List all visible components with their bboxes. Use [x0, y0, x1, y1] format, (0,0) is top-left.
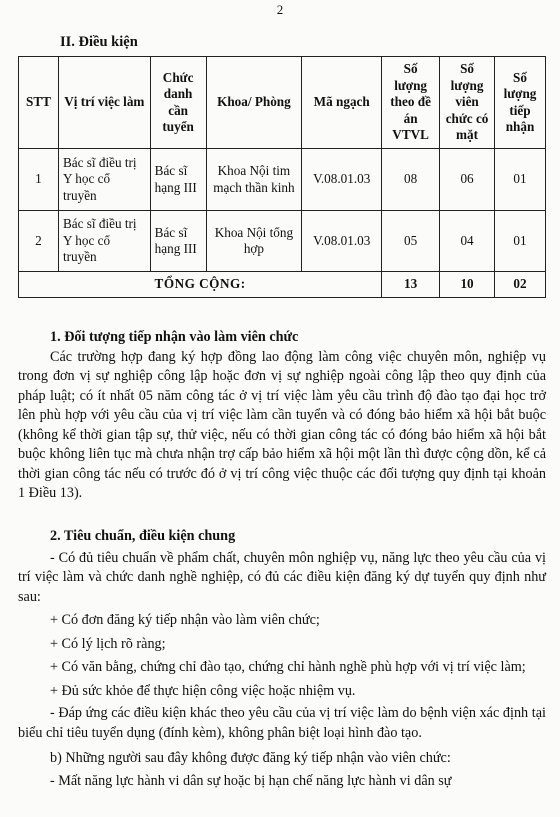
conditions-table: [18, 56, 546, 298]
header-position: Vị trí việc làm: [58, 57, 150, 149]
cell-department: Khoa Nội tổng hợp: [206, 211, 302, 272]
section-2-heading: 2. Tiêu chuẩn, điều kiện chung: [50, 528, 236, 544]
section-1-heading: 1. Đối tượng tiếp nhận vào làm viên chức: [50, 329, 299, 345]
cell-quota: 05: [382, 211, 440, 272]
total-receive: 02: [495, 272, 546, 298]
cell-title: Bác sĩ hạng III: [150, 149, 206, 211]
cell-quota: 08: [382, 149, 440, 211]
total-quota: 13: [382, 272, 440, 298]
cell-code: V.08.01.03: [302, 211, 382, 272]
list-item: + Đủ sức khỏe để thực hiện công việc hoặc nhiệm vụ.: [50, 682, 356, 699]
header-quota: Số lượng theo đề án VTVL: [382, 57, 440, 149]
section-2-extra: - Đáp ứng các điều kiện khác theo yêu cầu của vị trí việc làm do bệnh viện xác định tại biểu chỉ tiêu tuyển dụng (đính kèm), không phân biệt loại hình đào tạo.: [18, 705, 546, 741]
list-item: + Có lý lịch rõ ràng;: [50, 635, 166, 652]
cell-receive: 01: [495, 211, 546, 272]
table-header-row: [19, 57, 546, 149]
header-receive: Số lượng tiếp nhận: [495, 57, 546, 149]
cell-position: Bác sĩ điều trị Y học cổ truyền: [58, 149, 150, 211]
section-2-b-item: - Mất năng lực hành vi dân sự hoặc bị hạn chế năng lực hành vi dân sự: [50, 772, 452, 789]
section-1: [18, 328, 546, 504]
header-department: Khoa/ Phòng: [206, 57, 302, 149]
total-present: 10: [440, 272, 495, 298]
page-number: 2: [276, 2, 284, 17]
list-item: + Có văn bằng, chứng chỉ đào tạo, chứng chỉ hành nghề phù hợp với vị trí việc làm;: [50, 659, 526, 675]
cell-title: Bác sĩ hạng III: [150, 211, 206, 272]
section-2: [18, 527, 546, 791]
header-present: Số lượng viên chức có mặt: [440, 57, 495, 149]
list-item: + Có đơn đăng ký tiếp nhận vào làm viên chức;: [50, 612, 320, 628]
cell-position: Bác sĩ điều trị Y học cổ truyền: [58, 211, 150, 272]
total-label: TỔNG CỘNG:: [19, 272, 382, 298]
cell-present: 04: [440, 211, 495, 272]
cell-code: V.08.01.03: [302, 149, 382, 211]
section-title: II. Điều kiện: [60, 34, 138, 50]
table-total-row: [19, 272, 546, 298]
section-2-b-heading: b) Những người sau đây không được đăng ký tiếp nhận vào viên chức:: [50, 750, 451, 766]
table-row: [19, 149, 546, 211]
cell-stt: 1: [19, 149, 59, 211]
section-1-paragraph: Các trường hợp đang ký hợp đồng lao động làm công việc chuyên môn, nghiệp vụ trong đơn vị sự nghiệp công lập hoặc đơn vị sự nghiệp ngoài công lập theo quy định của pháp luật; có ít nhất 05 năm công tác ở vị trí việc làm yêu cầu trình độ đào tạo đại học trở lên phù hợp với yêu cầu của vị trí việc làm cần tuyển và có đóng bảo hiểm xã hội bắt buộc (không kể thời gian tập sự, thử việc, nếu có thời gian công tác có đóng bảo hiểm xã hội bắt buộc không liên tục mà chưa nhận trợ cấp bảo hiểm xã hội một lần thì được cộng dồn, kể cả thời gian công tác nếu có trước đó ở vị trí công việc thuộc các đối tượng quy định tại khoản 1 Điều 13).: [18, 348, 546, 501]
header-title: Chức danh cần tuyển: [150, 57, 206, 149]
section-2-intro: - Có đủ tiêu chuẩn về phẩm chất, chuyên môn nghiệp vụ, năng lực theo yêu cầu của vị trí việc làm và chức danh nghề nghiệp, có đủ các điều kiện đăng ký dự tuyển quy định như sau:: [18, 549, 546, 605]
header-code: Mã ngạch: [302, 57, 382, 149]
header-stt: STT: [19, 57, 59, 149]
table-row: [19, 211, 546, 272]
cell-present: 06: [440, 149, 495, 211]
cell-stt: 2: [19, 211, 59, 272]
cell-department: Khoa Nội tim mạch thần kinh: [206, 149, 302, 211]
cell-receive: 01: [495, 149, 546, 211]
